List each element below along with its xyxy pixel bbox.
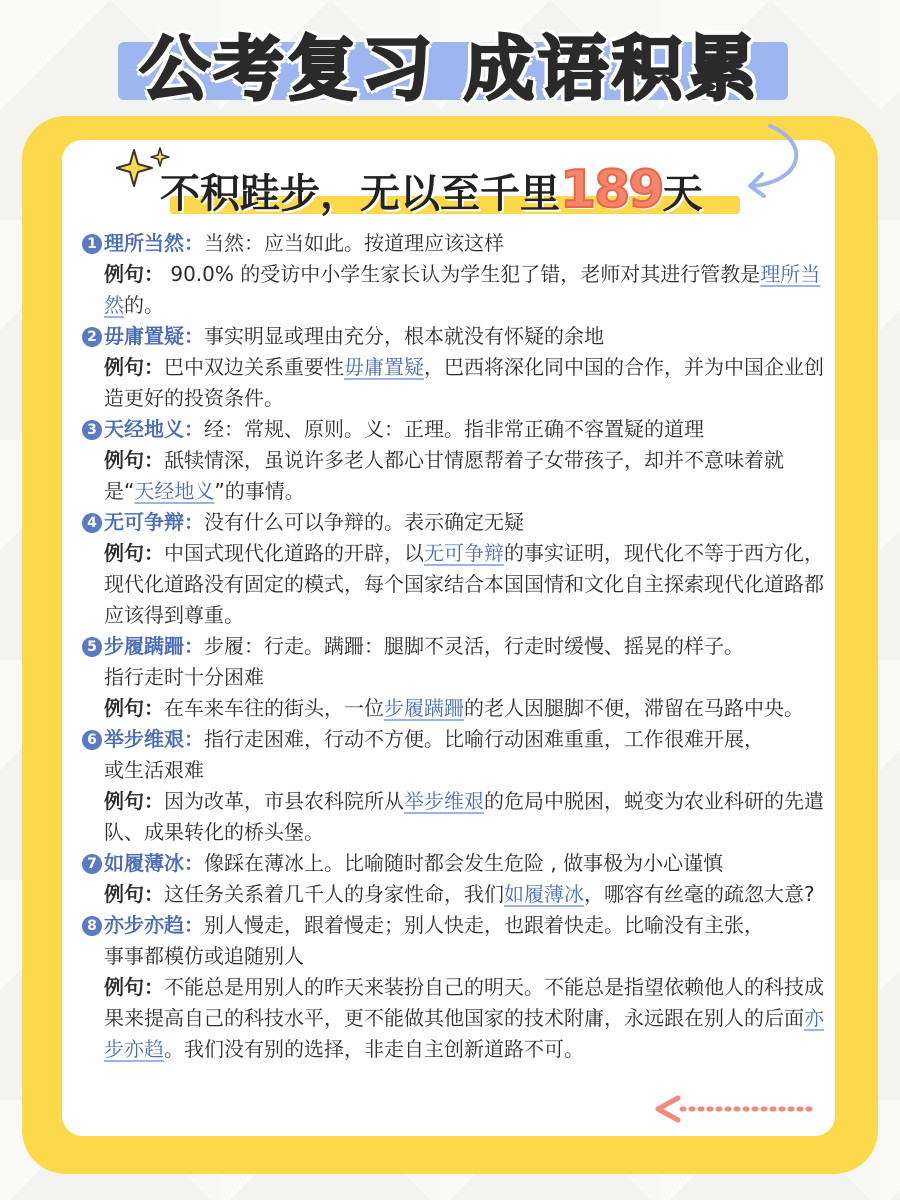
- idiom-highlight: 无可争辩: [424, 541, 504, 565]
- idiom-definition-continued: 指行走时十分困难: [104, 665, 264, 689]
- idiom-definition: 没有什么可以争辩的。表示确定无疑: [204, 510, 524, 534]
- example-text: ，巴西将深化同中国的合作，并为中国企业创造更好的投资条件。: [104, 355, 824, 410]
- example-sentence: [82, 786, 827, 848]
- entry-number-badge: 1: [82, 234, 102, 254]
- idiom-definition: 事实明显或理由充分，根本就没有怀疑的余地: [204, 324, 604, 348]
- example-text: 的。: [124, 293, 164, 317]
- dotted-arrow-icon: [652, 1094, 820, 1124]
- example-sentence: [82, 352, 827, 414]
- idiom-entry: [82, 414, 827, 507]
- example-sentence: [82, 445, 827, 507]
- idiom-term: 毋庸置疑：: [104, 324, 204, 348]
- example-text: 90.0% 的受访中小学生家长认为学生犯了错，老师对其进行管教是: [164, 262, 761, 286]
- idiom-term: 亦步亦趋：: [104, 913, 204, 937]
- example-text: 。我们没有别的选择，非走自主创新道路不可。: [164, 1037, 584, 1061]
- idiom-highlight: 毋庸置疑: [344, 355, 424, 379]
- page-title: 公考复习 成语积累: [139, 28, 761, 110]
- idiom-highlight: 天经地义: [134, 479, 215, 503]
- idiom-definition: 步履：行走。蹒跚：腿脚不灵活，行走时缓慢、摇晃的样子。: [204, 634, 744, 658]
- example-sentence: [82, 972, 827, 1065]
- example-text: 不能总是用别人的昨天来装扮自己的明天。不能总是指望依赖他人的科技成果来提高自己的科技水平，更不能做其他国家的技术附庸，永远跟在别人的后面: [104, 975, 824, 1030]
- example-text: 中国式现代化道路的开辟，以: [164, 541, 424, 565]
- example-text: 这任务关系着几千人的身家性命，我们: [164, 882, 504, 906]
- idiom-term: 天经地义：: [104, 417, 204, 441]
- entry-number-badge: 8: [82, 916, 102, 936]
- idiom-definition-continued: 事事都模仿或追随别人: [104, 944, 304, 968]
- idiom-highlight: 步履蹒跚: [384, 696, 464, 720]
- example-text: 巴中双边关系重要性: [164, 355, 344, 379]
- idiom-definition: 当然：应当如此。按道理应该这样: [204, 231, 504, 255]
- example-text: 因为改革，市县农科院所从: [164, 789, 404, 813]
- entry-number-badge: 5: [82, 637, 102, 657]
- entry-number-badge: 7: [82, 854, 102, 874]
- idiom-entry: [82, 321, 827, 414]
- idiom-term: 无可争辩：: [104, 510, 204, 534]
- idiom-list: [82, 228, 827, 1065]
- idiom-definition: 像踩在薄冰上。比喻随时都会发生危险 , 做事极为小心谨慎: [204, 851, 724, 875]
- example-label: 例句：: [104, 975, 164, 999]
- idiom-term: 举步维艰：: [104, 727, 204, 751]
- idiom-definition-continued: 或生活艰难: [104, 758, 204, 782]
- example-sentence: [82, 259, 827, 321]
- example-label: 例句：: [104, 448, 164, 472]
- example-label: 例句：: [104, 696, 164, 720]
- idiom-entry: [82, 910, 827, 1065]
- idiom-entry: [82, 228, 827, 321]
- entry-number-badge: 6: [82, 730, 102, 750]
- subtitle-suffix: 天: [662, 171, 703, 217]
- entry-number-badge: 2: [82, 327, 102, 347]
- idiom-entry: [82, 724, 827, 848]
- example-text: 舐犊情深，虽说许多老人都心甘情愿帮着子女带孩子，却并不意味着就是“: [104, 448, 784, 503]
- idiom-term: 理所当然：: [104, 231, 204, 255]
- subtitle-text: 不积跬步，无以至千里: [160, 171, 560, 217]
- example-label: 例句：: [104, 789, 164, 813]
- idiom-definition: 指行走困难，行动不方便。比喻行动困难重重，工作很难开展，: [204, 727, 764, 751]
- example-sentence: [82, 538, 827, 631]
- example-label: 例句：: [104, 262, 164, 286]
- idiom-definition: 经：常规、原则。义：正理。指非常正确不容置疑的道理: [204, 417, 704, 441]
- idiom-definition: 别人慢走，跟着慢走；别人快走，也跟着快走。比喻没有主张，: [204, 913, 764, 937]
- example-label: 例句：: [104, 882, 164, 906]
- example-text: 的事实证明，现代化不等于西方化，现代化道路没有固定的模式，每个国家结合本国国情和文化自主探索现代化道路都应该得到尊重。: [104, 541, 824, 627]
- day-count: 189: [560, 160, 663, 220]
- entry-number-badge: 4: [82, 513, 102, 533]
- example-text: 在车来车往的街头，一位: [164, 696, 384, 720]
- example-sentence: [82, 879, 827, 910]
- idiom-highlight: 理所当然: [104, 262, 821, 317]
- example-label: 例句：: [104, 541, 164, 565]
- example-text: 的老人因腿脚不便，滞留在马路中央。: [464, 696, 804, 720]
- example-label: 例句：: [104, 355, 164, 379]
- idiom-highlight: 如履薄冰: [504, 882, 584, 906]
- idiom-term: 步履蹒跚：: [104, 634, 204, 658]
- idiom-highlight: 亦步亦趋: [104, 1006, 824, 1061]
- idiom-entry: [82, 848, 827, 910]
- entry-number-badge: 3: [82, 420, 102, 440]
- idiom-term: 如履薄冰：: [104, 851, 204, 875]
- example-sentence: [82, 693, 827, 724]
- example-text: ”的事情。: [214, 479, 305, 503]
- subtitle: [160, 160, 760, 220]
- idiom-entry: [82, 631, 827, 724]
- idiom-entry: [82, 507, 827, 631]
- example-text: ，哪容有丝毫的疏忽大意?: [584, 882, 815, 906]
- example-text: 的危局中脱困，蜕变为农业科研的先遣队、成果转化的桥头堡。: [104, 789, 824, 844]
- idiom-highlight: 举步维艰: [404, 789, 484, 813]
